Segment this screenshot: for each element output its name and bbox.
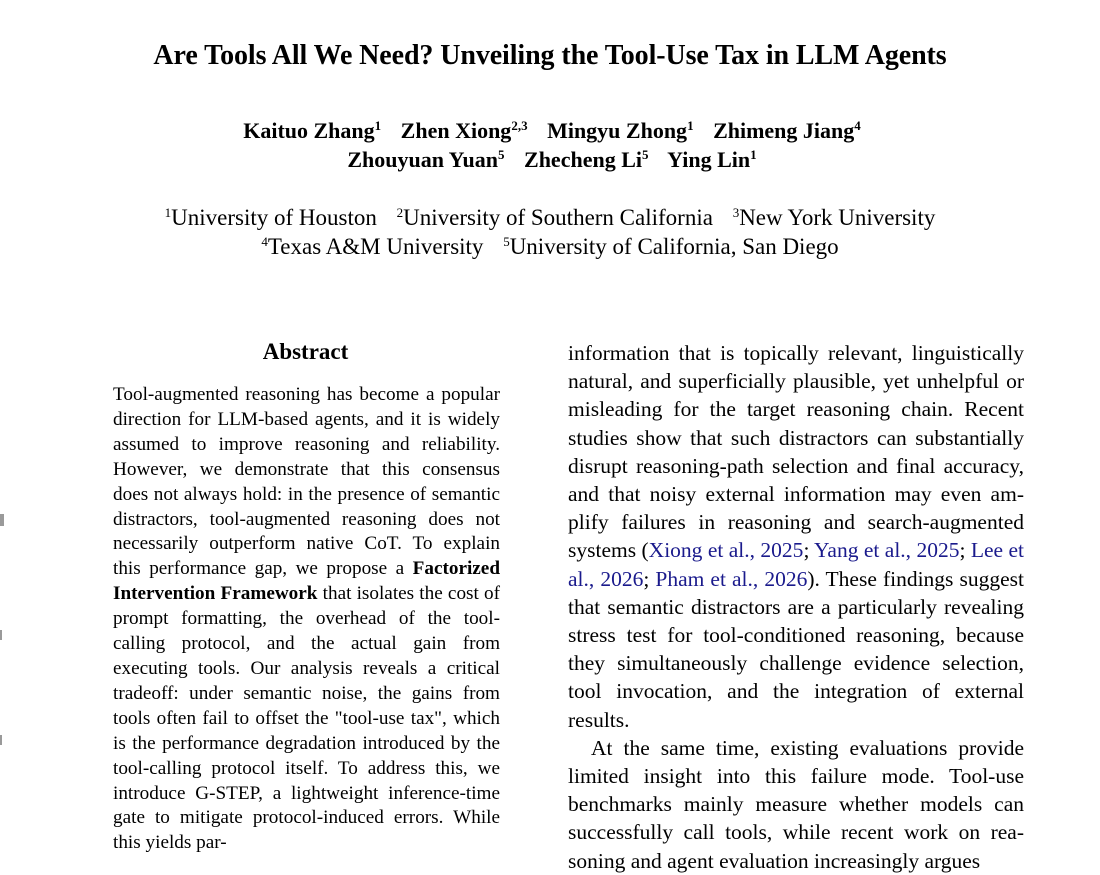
author: Zhimeng Jiang$^4$ bbox=[713, 118, 861, 143]
author: Zhecheng Li$^5$ bbox=[524, 147, 649, 172]
affiliation: $^1$University of Houston bbox=[164, 205, 377, 230]
framework-name: Factorized Intervention Framework bbox=[113, 558, 500, 605]
citation-link[interactable]: Yang et al., 2025 bbox=[814, 538, 960, 563]
author-list bbox=[0, 116, 1100, 174]
paper-title: Are Tools All We Need? Unveiling the Tool-Use Tax in LLM Agents bbox=[153, 40, 947, 71]
author: Zhen Xiong$^{2,3}$ bbox=[400, 118, 528, 143]
affiliation: $^2$University of Southern California bbox=[396, 205, 713, 230]
margin-mark bbox=[0, 514, 4, 526]
body-column bbox=[568, 339, 1024, 875]
citation-link[interactable]: Xiong et al., 2025 bbox=[648, 538, 804, 563]
paragraph: At the same time, existing evaluations provide limited insight into this failure mode. Tool-use benchmarks mainly measure whether models can successfully call tools, while recent work on reasoning and agent evaluation increasingly argues bbox=[568, 735, 1024, 873]
margin-mark bbox=[0, 735, 2, 745]
citation-link[interactable]: Lee et al., 2026 bbox=[568, 538, 1025, 591]
margin-mark bbox=[0, 630, 2, 640]
abstract-body: Tool-augmented reasoning has become a popular direction for LLM-based agents, and it is widely assumed to improve reasoning and reliability. However, we demonstrate that this consensus does not always hold: in the presence of semantic distractors, tool-augmented reasoning does not necessarily outperform native CoT. To explain this performance gap, we propose a Factorized Intervention Framework that isolates the cost of prompt formatting, the overhead of the tool-calling protocol, and the actual gain from executing tools. Our analysis reveals a critical tradeoff: under semantic noise, the gains from tools often fail to offset the "tool-use tax", which is the performance degradation introduced by the tool-calling protocol itself. To address this, we introduce G-STEP, a lightweight inference-time gate to mitigate protocol-induced errors. While this yields par- bbox=[113, 384, 500, 854]
author: Ying Lin$^1$ bbox=[667, 147, 757, 172]
author: Mingyu Zhong$^1$ bbox=[547, 118, 694, 143]
affiliation-list bbox=[0, 203, 1100, 261]
affiliation: $^3$New York University bbox=[732, 205, 936, 230]
affiliation: $^5$University of California, San Diego bbox=[503, 234, 839, 259]
citation-link[interactable]: Pham et al., 2026 bbox=[655, 566, 808, 591]
abstract-heading: Abstract bbox=[262, 339, 349, 364]
author: Zhouyuan Yuan$^5$ bbox=[347, 147, 505, 172]
author: Kaituo Zhang$^1$ bbox=[243, 118, 382, 143]
affiliation: $^4$Texas A&M University bbox=[261, 234, 484, 259]
paragraph: information that is topically relevant, linguistically natural, and superficially plausible, yet unhelpful or misleading for the target reasoning chain. Recent studies show that such distractors can substantially disrupt reasoning-path selection and final accuracy, and that noisy external information may even amplify failures in reasoning and search-augmented systems (Xiong et al., 2025; Yang et al., 2025; Lee et al., 2026; Pham et al., 2026). These findings suggest that semantic distractors are a particularly revealing stress test for tool-conditioned reasoning, because they simultaneously challenge evidence selection, tool invocation, and the integration of external results. bbox=[568, 341, 1025, 732]
